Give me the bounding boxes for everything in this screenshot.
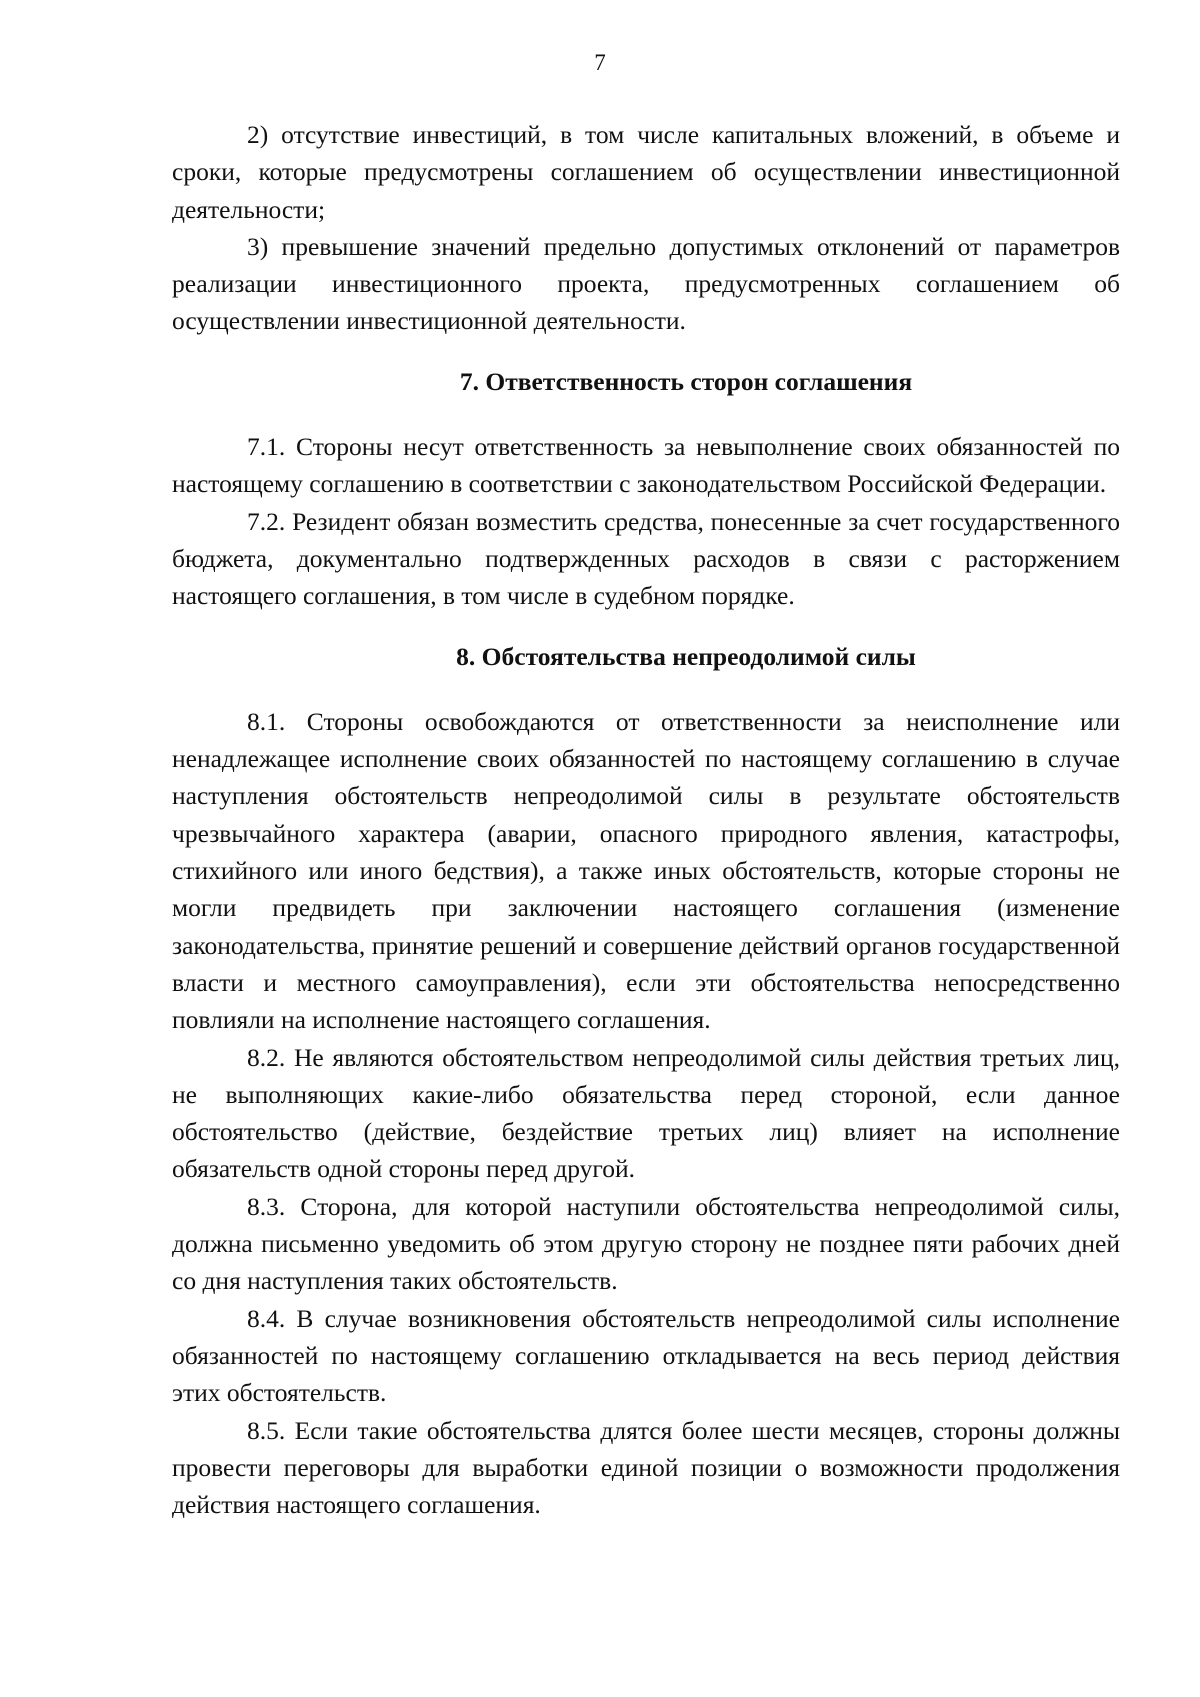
- paragraph-7-2: 7.2. Резидент обязан возместить средства, понесенные за счет государственного бюджета, документально подтвержденных расходов в связи с расторжением настоящего соглашения, в том числе в судебном порядке.: [172, 506, 1120, 611]
- section-8-heading: 8. Обстоятельства непреодолимой силы: [456, 641, 916, 671]
- section-7-heading: 7. Ответственность сторон соглашения: [459, 366, 913, 396]
- page-number: 7: [594, 50, 606, 75]
- paragraph-8-1: 8.1. Стороны освобождаются от ответственности за неисполнение или ненадлежащее исполнение своих обязанностей по настоящему соглашению в случае наступления обстоятельств непреодолимой силы в результате обстоятельств чрезвычайного характера (аварии, опасного природного явления, катастрофы, стихийного или иного бедствия), а также иных обстоятельств, которые стороны не могли предвидеть при заключении настоящего соглашения (изменение законодательства, принятие решений и совершение действий органов государственной власти и местного самоуправления), если эти обстоятельства непосредственно повлияли на исполнение настоящего соглашения.: [172, 706, 1120, 1035]
- paragraph-7-1: 7.1. Стороны несут ответственность за невыполнение своих обязанностей по настоящему соглашению в соответствии с законодательством Российской Федерации.: [172, 432, 1120, 499]
- document-body: [172, 116, 1120, 1523]
- paragraph-8-2: 8.2. Не являются обстоятельством непреодолимой силы действия третьих лиц, не выполняющих какие-либо обязательства перед стороной, если данное обстоятельство (действие, бездействие третьих лиц) влияет на исполнение обязательств одной стороны перед другой.: [172, 1042, 1120, 1184]
- paragraph-8-3: 8.3. Сторона, для которой наступили обстоятельства непреодолимой силы, должна письменно уведомить об этом другую сторону не позднее пяти рабочих дней со дня наступления таких обстоятельств.: [172, 1191, 1120, 1296]
- paragraph-item-3: 3) превышение значений предельно допустимых отклонений от параметров реализации инвестиционного проекта, предусмотренных соглашением об осуществлении инвестиционной деятельности.: [172, 231, 1120, 336]
- paragraph-item-2: 2) отсутствие инвестиций, в том числе капитальных вложений, в объеме и сроки, которые предусмотрены соглашением об осуществлении инвестиционной деятельности;: [172, 120, 1120, 224]
- paragraph-8-5: 8.5. Если такие обстоятельства длятся более шести месяцев, стороны должны провести переговоры для выработки единой позиции о возможности продолжения действия настоящего соглашения.: [172, 1415, 1120, 1520]
- paragraph-8-4: 8.4. В случае возникновения обстоятельств непреодолимой силы исполнение обязанностей по настоящему соглашению откладывается на весь период действия этих обстоятельств.: [172, 1303, 1120, 1408]
